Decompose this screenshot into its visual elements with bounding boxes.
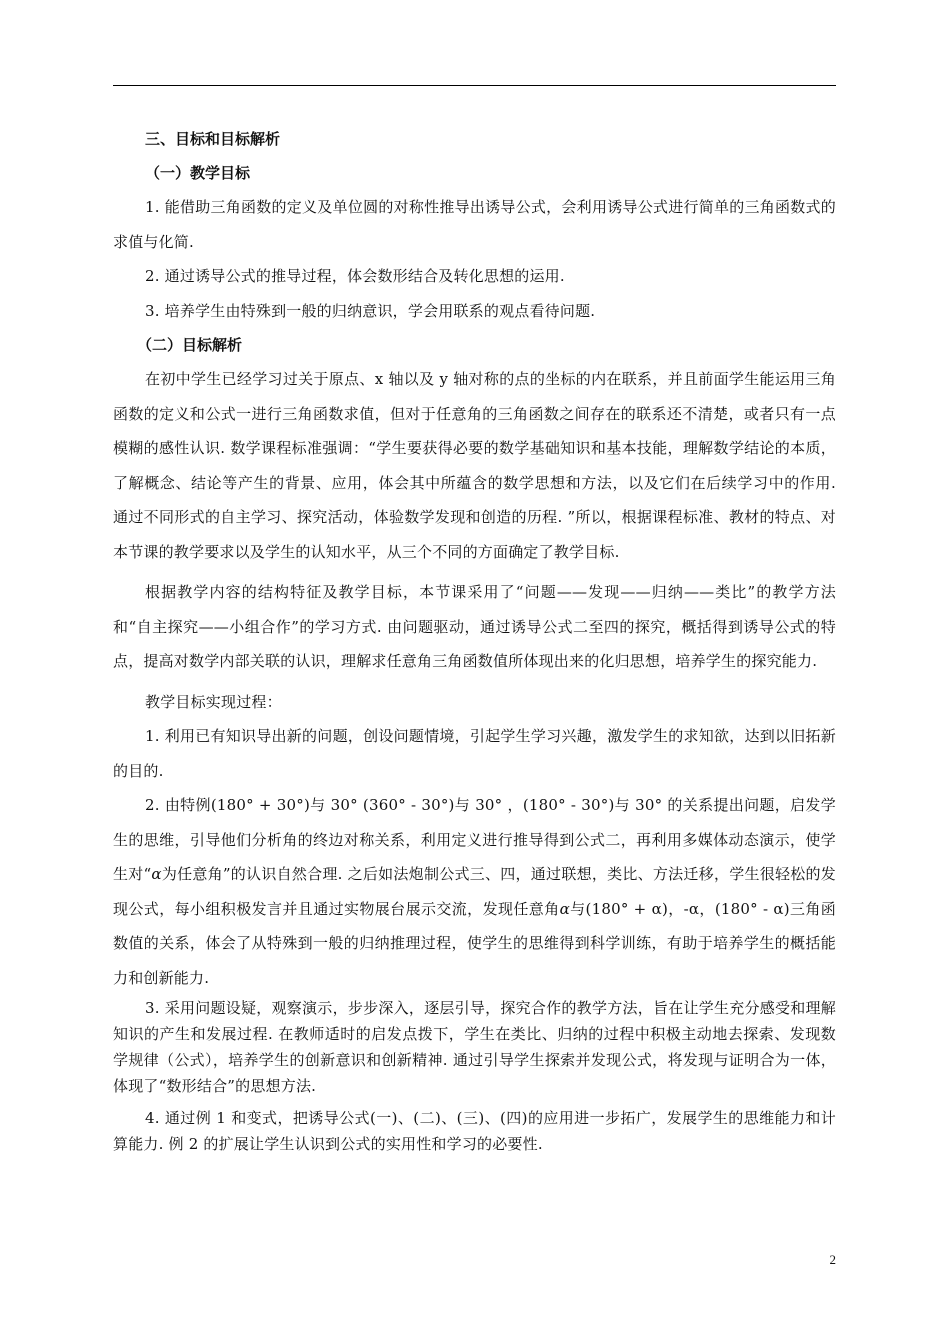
formula: (180° - α) [714, 899, 790, 918]
analysis-paragraph: 在初中学生已经学习过关于原点、x 轴以及 y 轴对称的点的坐标的内在联系，并且前面学生能运用三角函数的定义和公式一进行三角函数求值，但对于任意角的三角函数之间存在的联系还不清楚，或者只有一点模糊的感性认识. 数学课程标准强调：“学生要获得必要的数学基础知识和基本技能，理解数学结论的本质，了解概念、结论等产生的背景、应用，体会其中所蕴含的数学思想和方法，以及它们在后续学习中的作用. 通过不同形式的自主学习、探究活动，体验数学发现和创造的历程. ”所以，根据课程标准、教材的特点、对本节课的教学要求以及学生的认知水平，从三个不同的方面确定了教学目标. [113, 370, 836, 561]
process-item: 3. 采用问题设疑，观察演示，步步深入，逐层引导，探究合作的教学方法，旨在让学生充分感受和理解知识的产生和发展过程. 在教师适时的启发点拨下，学生在类比、归纳的过程中积极主动地去探索、发现数学规律（公式），培养学生的创新意识和创新精神. 通过引导学生探索并发现公式，将发现与证明合为一体，体现了“数形结合”的思想方法. [113, 999, 836, 1095]
process-item-formulas: 2. 由特例(180° + 30°)与 30° (360° - 30°)与 30° ，(180° - 30°)与 30° 的关系提出问题，启发学生的思维，引导他们分析角的终边对称关系，利用定义进行推导得到公式二，再利用多媒体动态演示，使学生对“α为任意角”的认识自然合理. 之后如法炮制公式三、四，通过联想，类比、方法迁移，学生很轻松的发现公式，每小组积极发言并且通过实物展台展示交流，发现任意角α与(180° + α)，-α，(180° - α)三角函数值的关系，体会了从特殊到一般的归纳推理过程，使学生的思维得到科学训练，有助于培养学生的概括能力和创新能力. [113, 796, 836, 987]
process-title: 教学目标实现过程： [145, 692, 282, 711]
header-rule [113, 85, 836, 86]
goal-item: 3. 培养学生由特殊到一般的归纳意识，学会用联系的观点看待问题. [145, 301, 596, 320]
goal-item: 2. 通过诱导公式的推导过程，体会数形结合及转化思想的运用. [145, 267, 565, 285]
formula: (180° + 30°) [210, 796, 311, 814]
alpha-symbol: α [559, 899, 570, 918]
subsection-teaching-goals: （一）教学目标 [145, 164, 251, 182]
subsection-goal-analysis: （二）目标解析 [137, 336, 243, 354]
formula: -α [683, 899, 700, 918]
analysis-paragraph: 根据教学内容的结构特征及教学目标，本节课采用了“问题——发现——归纳——类比”的教学方法和“自主探究——小组合作”的学习方式. 由问题驱动，通过诱导公式二至四的探究，概括得到诱导公式的特点，提高对数学内部关联的认识，理解求任意角三角函数值所体现出来的化归思想，培养学生的探究能力. [113, 583, 837, 670]
process-item: 4. 通过例 1 和变式，把诱导公式(一)、(二)、(三)、(四)的应用进一步拓广，发展学生的思维能力和计算能力. 例 2 的扩展让学生认识到公式的实用性和学习的必要性. [113, 1109, 836, 1153]
goal-item: 1. 能借助三角函数的定义及单位圆的对称性推导出诱导公式，会利用诱导公式进行简单的三角函数式的求值与化简. [113, 198, 836, 251]
page-number: 2 [829, 1252, 836, 1267]
process-item: 1. 利用已有知识导出新的问题，创设问题情境，引起学生学习兴趣，激发学生的求知欲，达到以旧拓新的目的. [113, 727, 836, 780]
alpha-symbol: α [151, 865, 162, 883]
section-title: 三、目标和目标解析 [145, 130, 281, 148]
formula: (180° + α) [585, 899, 668, 918]
formula: (180° - 30°) [522, 796, 615, 814]
formula: (360° - 30°) [362, 796, 455, 814]
document-body [113, 122, 836, 1157]
